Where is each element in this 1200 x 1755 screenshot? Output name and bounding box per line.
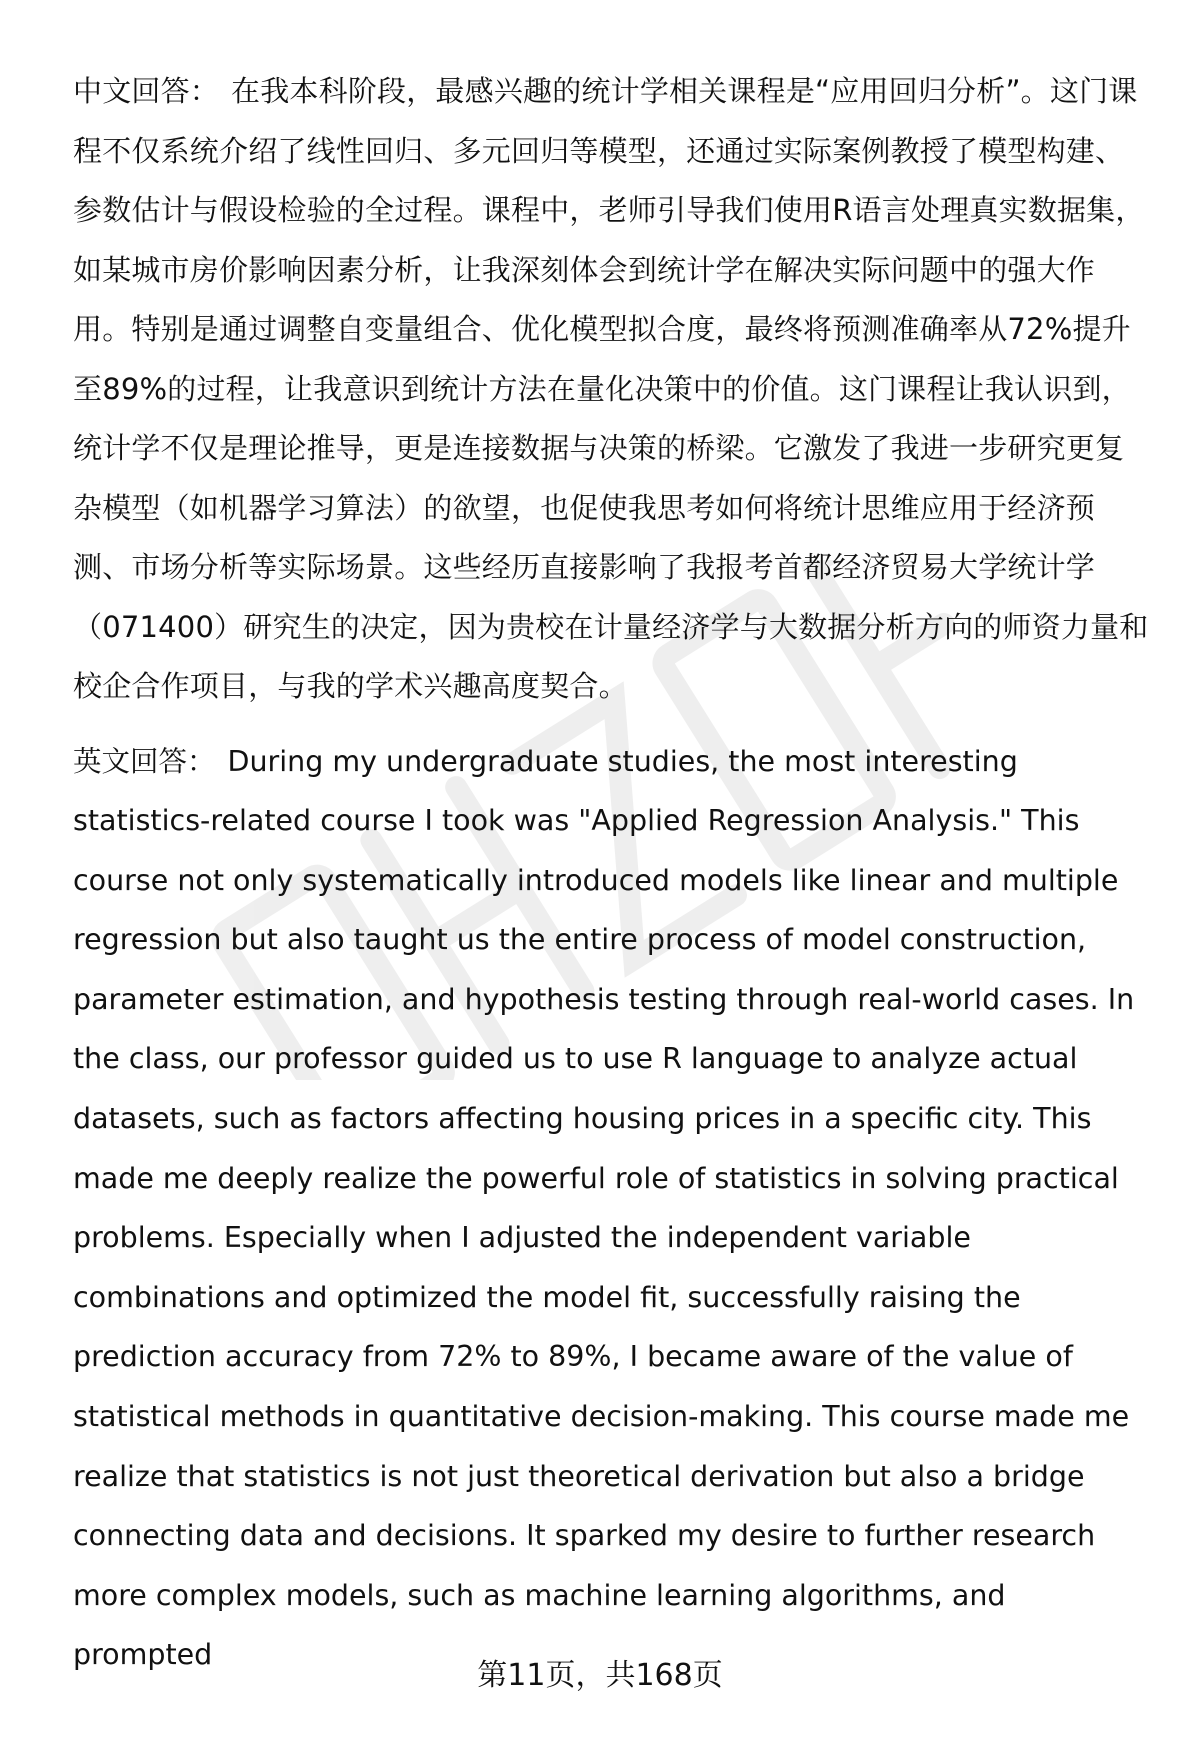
english-answer-paragraph [73, 732, 1153, 1686]
chinese-answer-paragraph [73, 62, 1153, 717]
chinese-answer-label: 中文回答： [73, 74, 220, 108]
english-answer-label: 英文回答： [73, 744, 216, 778]
document-body [73, 62, 1153, 1685]
english-answer-text: During my undergraduate studies, the most interesting statistics-related course I took was "Applied Regression Analysis." This course not only systematically introduced models like linear and multiple regression but also taught us the entire process of model construction, parameter estimation, and hypothesis testing through real-world cases. In the class, our professor guided us to use R language to analyze actual datasets, such as factors affecting housing prices in a specific city. This made me deeply realize the powerful role of statistics in solving practical problems. Especially when I adjusted the independent variable combinations and optimized the model fit, successfully raising the prediction accuracy from 72% to 89%, I became aware of the value of statistical methods in quantitative decision-making. This course made me realize that statistics is not just theoretical derivation but also a bridge connecting data and decisions. It sparked my desire to further research more complex models, such as machine learning algorithms, and prompted [73, 744, 1135, 1672]
page-number-label: 第11页，共168页 [477, 1658, 723, 1693]
chinese-answer-text: 在我本科阶段，最感兴趣的统计学相关课程是“应用回归分析”。这门课程不仅系统介绍了线性回归、多元回归等模型，还通过实际案例教授了模型构建、参数估计与假设检验的全过程。课程中，老师引导我们使用R语言处理真实数据集，如某城市房价影响因素分析，让我深刻体会到统计学在解决实际问题中的强大作用。特别是通过调整自变量组合、优化模型拟合度，最终将预测准确率从72%提升至89%的过程，让我意识到统计方法在量化决策中的价值。这门课程让我认识到，统计学不仅是理论推导，更是连接数据与决策的桥梁。它激发了我进一步研究更复杂模型（如机器学习算法）的欲望，也促使我思考如何将统计思维应用于经济预测、市场分析等实际场景。这些经历直接影响了我报考首都经济贸易大学统计学（071400）研究生的决定，因为贵校在计量经济学与大数据分析方向的师资力量和校企合作项目，与我的学术兴趣高度契合。 [73, 74, 1149, 703]
page-footer [0, 1656, 1200, 1696]
